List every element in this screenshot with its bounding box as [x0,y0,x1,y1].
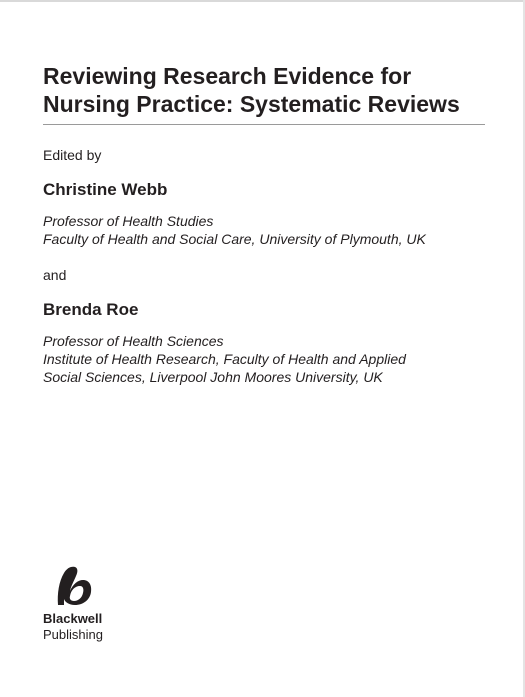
blackwell-b-logo-icon [55,566,93,606]
editor-1-affiliation [43,212,426,248]
editor-2-institution-line-2: Social Sciences, Liverpool John Moores University, UK [43,369,383,385]
edited-by-label: Edited by [43,147,102,163]
publisher-logo [43,566,113,646]
and-conjunction: and [43,267,67,283]
editor-1-name: Christine Webb [43,180,168,199]
editor-1-institution: Faculty of Health and Social Care, University of Plymouth, UK [43,231,426,247]
publisher-name: Blackwell [43,611,103,626]
book-title-line-2: Nursing Practice: Systematic Reviews [43,91,460,117]
publisher-imprint: Publishing [43,627,103,642]
editor-2-affiliation [43,332,406,386]
editor-2-institution-line-1: Institute of Health Research, Faculty of Health and Applied [43,351,406,367]
editor-2-role: Professor of Health Sciences [43,333,224,349]
book-title-line-1: Reviewing Research Evidence for [43,63,412,89]
editor-2-name: Brenda Roe [43,300,139,319]
title-rule [43,124,485,125]
editor-1-role: Professor of Health Studies [43,213,214,229]
book-title [43,62,493,118]
page-top-edge [0,0,525,2]
